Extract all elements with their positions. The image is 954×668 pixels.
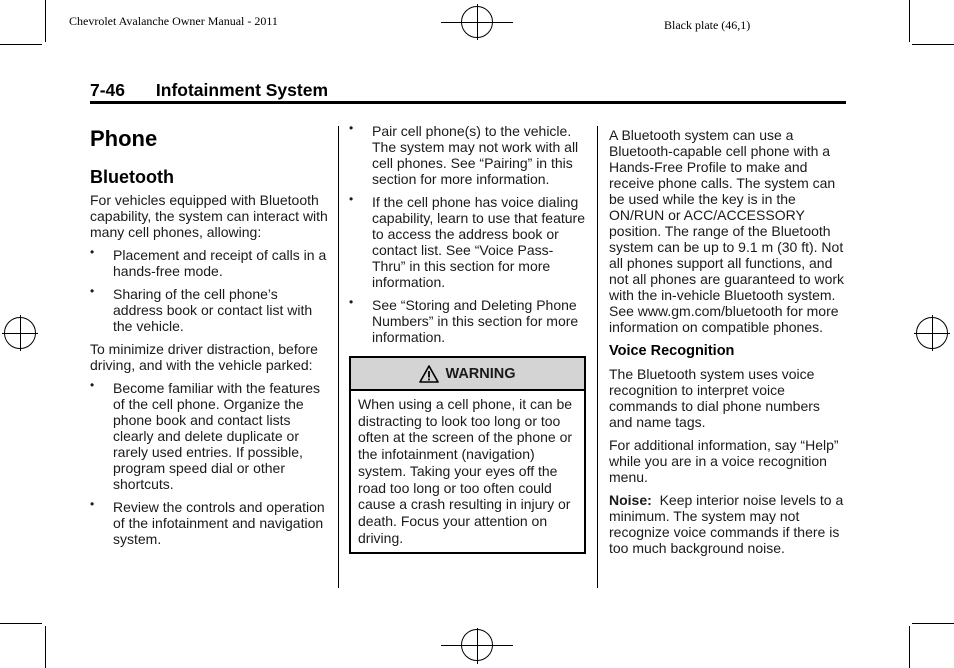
column-2 bbox=[349, 123, 586, 554]
bullet-icon: • bbox=[90, 378, 95, 392]
page-title: Phone bbox=[90, 126, 158, 151]
crop-mark bbox=[909, 0, 910, 42]
manual-title: Chevrolet Avalanche Owner Manual - 2011 bbox=[69, 14, 278, 28]
list-item: • Sharing of the cell phone’s address book or contact list with the vehicle. bbox=[90, 284, 313, 334]
bullet-icon: • bbox=[90, 245, 95, 259]
bullet-list bbox=[90, 380, 330, 547]
list-item: • Become familiar with the features of the cell phone. Organize the phone book and contact lists clearly and delete duplicate or rarely used entries. If possible, program speed dial or other shortcuts. bbox=[90, 378, 320, 492]
warning-label: WARNING bbox=[445, 365, 516, 382]
bluetooth-paragraph: A Bluetooth system can use a Bluetooth-capable cell phone with a Hands-Free Profile to make and receive phone calls. The system can be used while the key is in the ON/RUN or ACC/ACCESSORY position. The range of the Bluetooth system can be up to 9.1 m (30 ft). Not all phones support all functions, and not all phones are guaranteed to work with the in-vehicle Bluetooth system. See www.gm.com/bluetooth for more information on compatible phones. bbox=[609, 127, 845, 335]
bluetooth-heading: Bluetooth bbox=[90, 167, 174, 187]
warning-text: When using a cell phone, it can be distracting to look too long or too often at the screen of the phone or the infotainment (navigation) system. Taking your eyes off the road too long or too often could cause a crash resulting in injury or death. Focus your attention on driving. bbox=[358, 396, 573, 546]
noise-label: Noise: bbox=[609, 492, 652, 508]
section-heading bbox=[90, 80, 328, 101]
bullet-icon: • bbox=[349, 121, 354, 135]
crop-mark bbox=[0, 623, 42, 624]
intro-paragraph: For vehicles equipped with Bluetooth capability, the system can interact with many cell phones, allowing: bbox=[90, 192, 328, 240]
bullet-list bbox=[90, 247, 330, 334]
paragraph: For additional information, say “Help” while you are in a voice recognition menu. bbox=[609, 437, 839, 485]
bullet-icon: • bbox=[90, 284, 95, 298]
list-item: • Pair cell phone(s) to the vehicle. The system may not work with all cell phones. See “Pairing” in this section for more information. bbox=[349, 121, 579, 187]
crop-mark bbox=[912, 623, 954, 624]
noise-note bbox=[609, 492, 846, 556]
column-1 bbox=[90, 126, 330, 554]
column-divider bbox=[338, 126, 339, 588]
plate-label: Black plate (46,1) bbox=[664, 18, 751, 32]
column-divider bbox=[597, 126, 598, 588]
section-rule bbox=[90, 101, 846, 104]
bullet-icon: • bbox=[90, 497, 95, 511]
list-item: • Review the controls and operation of the infotainment and navigation system. bbox=[90, 497, 325, 547]
voice-recognition-heading: Voice Recognition bbox=[609, 343, 735, 359]
noise-text: Keep interior noise levels to a minimum. The system may not recognize voice commands if there is too much background noise. bbox=[609, 492, 844, 556]
warning-header bbox=[351, 358, 584, 391]
crop-mark bbox=[0, 44, 42, 45]
paragraph: To minimize driver distraction, before driving, and with the vehicle parked: bbox=[90, 341, 318, 373]
page-number: 7-46 bbox=[90, 80, 126, 100]
column-3 bbox=[609, 127, 846, 563]
crop-mark bbox=[912, 44, 954, 45]
crop-mark bbox=[45, 626, 46, 668]
crop-mark bbox=[45, 0, 46, 42]
bullet-list bbox=[349, 123, 586, 345]
bullet-icon: • bbox=[349, 192, 354, 206]
paragraph: The Bluetooth system uses voice recognition to interpret voice commands to dial phone numbers and name tags. bbox=[609, 366, 820, 430]
bullet-icon: • bbox=[349, 295, 354, 309]
list-item: • If the cell phone has voice dialing capability, learn to use that feature to access the address book or contact list. See “Voice Pass-Thru” in this section for more information. bbox=[349, 192, 585, 290]
crop-mark bbox=[909, 626, 910, 668]
warning-triangle-icon bbox=[419, 365, 439, 383]
list-item: • See “Storing and Deleting Phone Numbers” in this section for more information. bbox=[349, 295, 579, 345]
warning-box bbox=[349, 356, 586, 554]
section-title: Infotainment System bbox=[155, 80, 329, 100]
list-item: • Placement and receipt of calls in a hands-free mode. bbox=[90, 245, 327, 279]
